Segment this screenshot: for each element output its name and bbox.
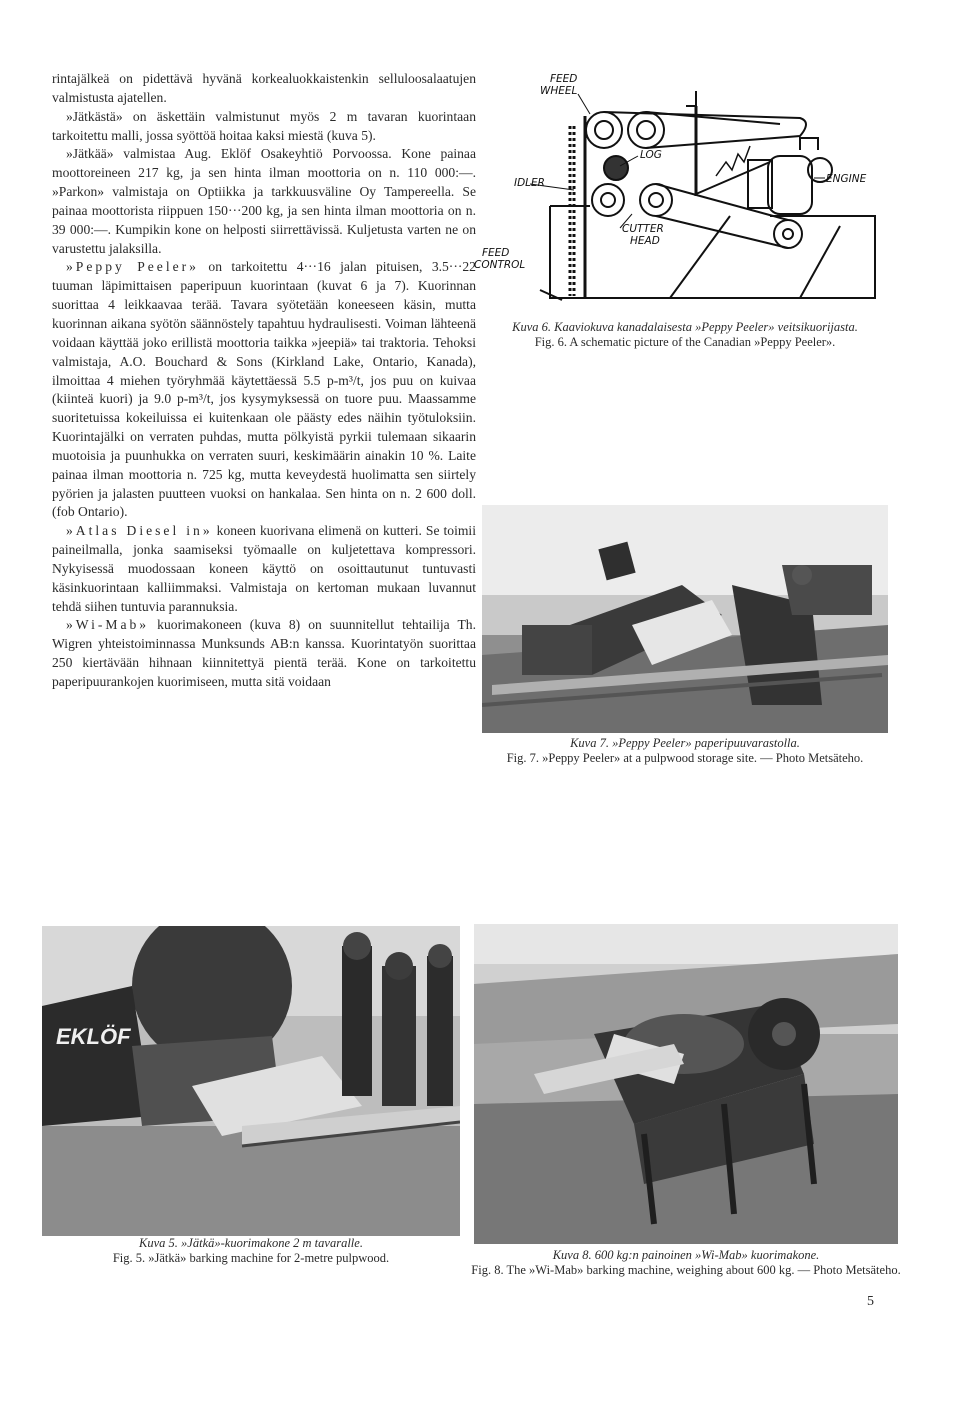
figure-8-caption-fi: Kuva 8. 600 kg:n painoinen »Wi-Mab» kuorimakone. [552, 1248, 820, 1262]
page-number: 5 [867, 1294, 874, 1309]
label-cutter-2: HEAD [630, 235, 660, 247]
wi-mab-machine-photo [474, 924, 898, 1244]
product-name-peppy-peeler: »Peppy Peeler» [66, 259, 199, 275]
figure-7-caption [470, 736, 900, 766]
body-text-column [52, 70, 476, 692]
paragraph-6-text: kuorimakoneen (kuva 8) on suunnitellut tehtailija Th. Wigren yhteistoiminnassa Munksunds AB:n kanssa. Kuorintatyön suorittaa 250 kiertävään hihnaan kiinnitettyä pientä terää. Kone on tarkoitettu paperipuurankojen kuorimiseen, mutta sitä voidaan [52, 617, 476, 689]
paragraph-1: rintajälkeä on pidettävä hyvänä korkealuokkaistenkin selluloosalaatujen valmistusta ajatellen. [52, 71, 476, 105]
label-feed-control-2: CONTROL [474, 259, 526, 271]
label-idler: IDLER [514, 177, 545, 189]
figure-8-photo [474, 924, 898, 1244]
figure-5-caption-en: Fig. 5. »Jätkä» barking machine for 2-metre pulpwood. [112, 1251, 390, 1265]
product-name-atlas-diesel: »Atlas Diesel in» [66, 523, 213, 539]
figure-7-caption-fi: Kuva 7. »Peppy Peeler» paperipuuvarastolla. [570, 736, 800, 750]
paragraph-4-text: on tarkoitettu 4···16 jalan pituisen, 3.5···22 tuuman läpimittaisen paperipuun kuorintaan (kuvat 6 ja 7). Kuorinnan suorittaa 4 leikkaavaa terää. Tavara syötetään koneeseen käsin, mutta kuorinnan aikana syötön säännöstely tapahtuu hydraulisesti. Voiman lähteenä voidaan käyttää joko erillistä moottoria taikka »jeepiä» tai traktoria. Tehoksi valmistaja, A.O. Bouchard & Sons (Kirkland Lake, Ontario, Kanada), ilmoittaa 4 miehen työryhmää käytettäessä 5.5 p-m³/t, jos puu on kuivaa (kiinteä kuori) ja 9.0 p-m³/t, jos kysymyksessä on tuore puu. Maassamme suoritetuissa kokeiluissa ei kuitenkaan ole päästy edes näihin työtuloksiin. Kuorintajälki on verraten puhdas, mutta pölkyistä pyrkii tulemaan sikaarin muotoisia ja puunhukka on verraten suuri, keskimäärin ainakin 10 %. Laite painaa ilman moottoria n. 725 kg, mutta keveydestä huolimatta sen siirtely pyörien ja jalasten puutteen vuoksi on hankalaa. Sen hinta on n. 2 600 doll. (fob Ontario). [52, 259, 476, 520]
peppy-peeler-photo [482, 505, 888, 733]
jatka-machine-photo [42, 926, 460, 1236]
paragraph-5 [52, 522, 476, 616]
label-feed-control-1: FEED [482, 247, 510, 259]
label-feed-wheel-1: FEED [550, 73, 578, 85]
label-engine: ENGINE [826, 173, 867, 185]
paragraph-5-text: koneen kuorivana elimenä on kutteri. Se toimii paineilmalla, jonka saamiseksi työmaalle on kuljetettava kompressori. Nykyisessä muodossaan koneen käyttö on osoittautunut tuntuvasti käsinkuorintaan kalliimmaksi. Valmistaja on kertoman mukaan luvannut tehdä siihen tuntuvia parannuksia. [52, 523, 476, 614]
paragraph-6 [52, 616, 476, 691]
figure-6-caption-fi: Kuva 6. Kaaviokuva kanadalaisesta »Peppy Peeler» veitsikuorijasta. [512, 320, 858, 334]
paragraph-4 [52, 258, 476, 522]
machine-marking-eklof: EKLÖF [56, 1024, 131, 1049]
figure-7-photo [482, 505, 888, 733]
figure-6-caption-en: Fig. 6. A schematic picture of the Canadian »Peppy Peeler». [534, 335, 836, 349]
figure-6-schematic [470, 66, 900, 316]
figure-5-caption-fi: Kuva 5. »Jätkä»-kuorimakone 2 m tavaralle. [139, 1236, 363, 1250]
figure-8-caption-en: Fig. 8. The »Wi-Mab» barking machine, weighing about 600 kg. — Photo Metsäteho. [471, 1263, 901, 1277]
figure-8-caption [466, 1248, 906, 1278]
peppy-peeler-schematic [470, 66, 900, 316]
paragraph-2: »Jätkästä» on äskettäin valmistunut myös 2 m tavaran kuorintaan tarkoitettu malli, jossa syöttöä hoitaa kaksi miestä (kuva 5). [52, 108, 476, 143]
figure-7-caption-en: Fig. 7. »Peppy Peeler» at a pulpwood storage site. — Photo Metsäteho. [506, 751, 864, 765]
label-log: LOG [640, 149, 662, 161]
product-name-wi-mab: »Wi-Mab» [66, 617, 150, 633]
paragraph-3: »Jätkää» valmistaa Aug. Eklöf Osakeyhtiö Porvoossa. Kone painaa moottoreineen 217 kg, ja sen hinta ilman moottoria on n. 110 000:—. »Parkon» valmistaja on Optiikka ja tarkkuusväline Oy Tampereella. Se painaa moottorista riippuen 150···200 kg, ja sen hinta ilman moottoria on n. 39 000:—. Kumpikin kone on helposti siirrettävissä. Kuljetusta varten ne on varustettu jalaksilla. [52, 146, 476, 256]
label-feed-wheel-2: WHEEL [540, 85, 578, 97]
label-cutter-1: CUTTER [622, 223, 664, 235]
figure-6-caption [470, 320, 900, 350]
figure-5-caption [42, 1236, 460, 1266]
figure-5-photo [42, 926, 460, 1236]
